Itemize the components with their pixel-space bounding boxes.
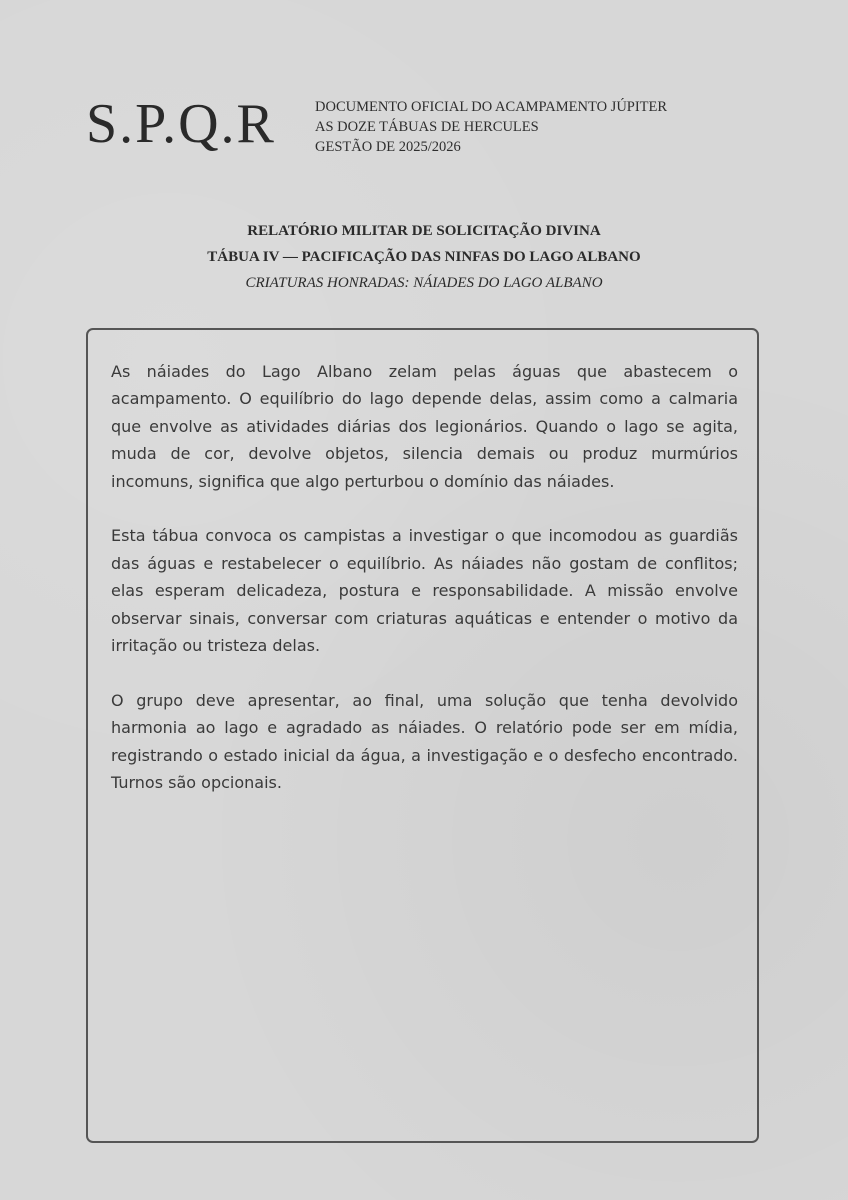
paragraph-intro: As náiades do Lago Albano zelam pelas águas que abastecem o acampamento. O equilíbrio do lago depende delas, assim como a calmaria que envolve as atividades diárias dos legionários. Quando o lago se agita, muda de cor, devolve objetos, silencia demais ou produz murmúrios incomuns, significa que algo perturbou o domínio das náiades.	[111, 362, 738, 491]
header-line-tablets: AS DOZE TÁBUAS DE HERCULES	[315, 119, 539, 135]
document-header	[86, 92, 766, 162]
header-info	[315, 97, 667, 157]
header-line-camp: DOCUMENTO OFICIAL DO ACAMPAMENTO JÚPITER	[315, 99, 668, 115]
header-line-term: GESTÃO DE 2025/2026	[315, 139, 461, 155]
paragraph-deliverable: O grupo deve apresentar, ao final, uma solução que tenha devolvido harmonia ao lago e agradado as náiades. O relatório pode ser em mídia, registrando o estado inicial da água, a investigação e o desfecho encontrado. Turnos são opcionais.	[111, 690, 738, 793]
document-titles	[0, 218, 848, 296]
report-title: RELATÓRIO MILITAR DE SOLICITAÇÃO DIVINA	[247, 223, 601, 239]
spqr-logo: S.P.Q.R	[86, 93, 276, 155]
honored-creatures: CRIATURAS HONRADAS: NÁIADES DO LAGO ALBANO	[245, 275, 603, 291]
content-text	[111, 358, 738, 824]
tablet-title: TÁBUA IV — PACIFICAÇÃO DAS NINFAS DO LAGO ALBANO	[207, 249, 641, 265]
paragraph-mission: Esta tábua convoca os campistas a investigar o que incomodou as guardiãs das águas e restabelecer o equilíbrio. As náiades não gostam de conflitos; elas esperam delicadeza, postura e responsabilidade. A missão envolve observar sinais, conversar com criaturas aquáticas e entender o motivo da irritação ou tristeza delas.	[111, 526, 738, 656]
content-box	[86, 328, 759, 1143]
